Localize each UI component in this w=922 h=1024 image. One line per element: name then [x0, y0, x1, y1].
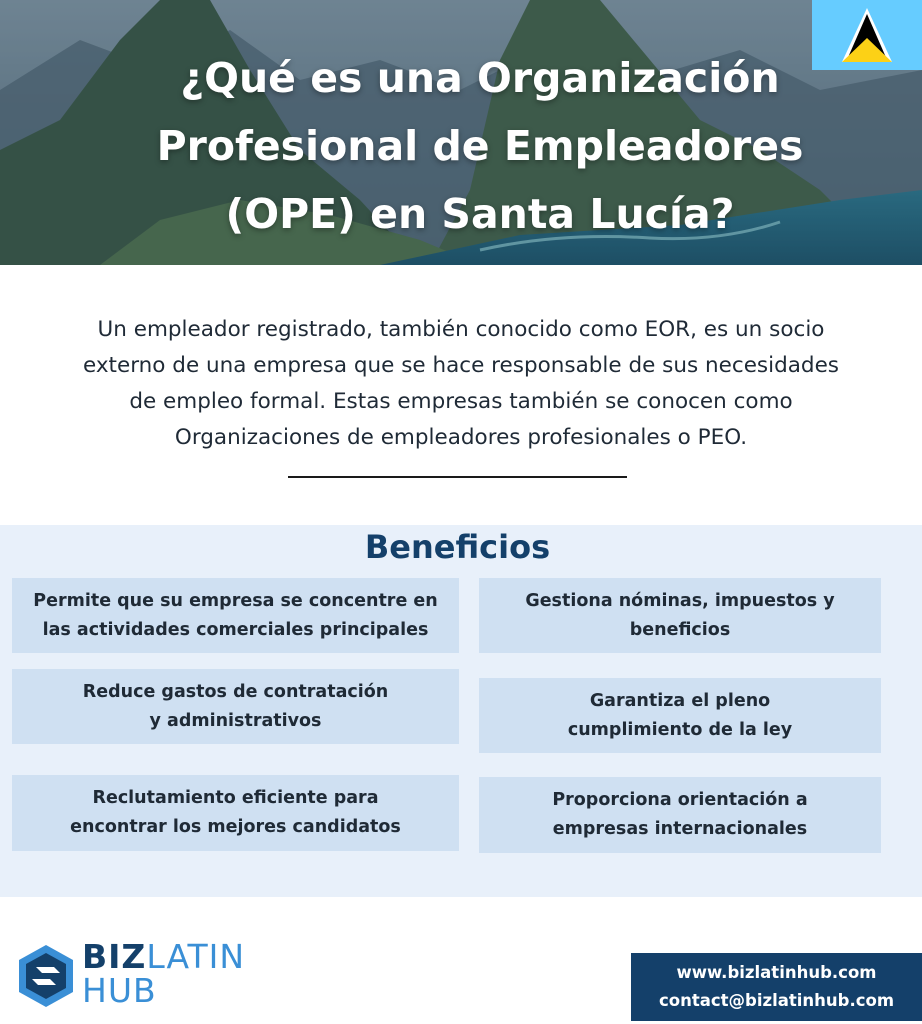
- logo-biz: BIZ: [82, 937, 147, 976]
- divider: [288, 476, 627, 478]
- logo-hub: HUB: [82, 971, 157, 1010]
- benefit-card-payroll: [479, 578, 881, 653]
- intro-line: Un empleador registrado, también conocido como EOR, es un socio: [97, 317, 825, 342]
- bizlatinhub-logo-icon: [16, 943, 76, 1009]
- benefit-text: y administrativos: [149, 710, 322, 731]
- benefit-text: Permite que su empresa se concentre en: [33, 590, 438, 611]
- bizlatinhub-logo[interactable]: [16, 937, 246, 1010]
- benefit-text: beneficios: [629, 619, 731, 640]
- benefit-text: encontrar los mejores candidatos: [70, 817, 401, 837]
- benefit-text: Gestiona nóminas, impuestos y: [525, 590, 835, 611]
- intro-line: Organizaciones de empleadores profesionales o PEO.: [174, 425, 748, 450]
- benefit-card-reduce-costs: [12, 669, 459, 744]
- benefit-text: las actividades comerciales principales: [42, 619, 429, 640]
- page-title: [90, 44, 870, 248]
- email-link[interactable]: contact@bizlatinhub.com: [658, 991, 895, 1010]
- benefit-card-focus-core: [12, 578, 459, 653]
- contact-box: [631, 953, 922, 1021]
- benefit-card-compliance: [479, 678, 881, 753]
- website-link[interactable]: www.bizlatinhub.com: [676, 963, 877, 982]
- benefit-text: Proporciona orientación a: [552, 790, 808, 810]
- benefits-heading: Beneficios: [364, 528, 551, 566]
- logo-latin: LATIN: [146, 937, 246, 976]
- intro-line: de empleo formal. Estas empresas también se conocen como: [129, 389, 793, 414]
- title-line: Profesional de Empleadores: [156, 122, 804, 170]
- logo-wordmark: [82, 937, 246, 1010]
- hero-banner: [0, 0, 922, 265]
- title-line: (OPE) en Santa Lucía?: [225, 190, 735, 238]
- benefit-card-guidance: [479, 777, 881, 853]
- intro-paragraph: [30, 312, 892, 456]
- benefit-text: Reduce gastos de contratación: [82, 681, 389, 702]
- benefit-card-recruitment: [12, 775, 459, 851]
- intro-line: externo de una empresa que se hace responsable de sus necesidades: [82, 353, 840, 378]
- title-line: ¿Qué es una Organización: [180, 54, 780, 102]
- benefit-text: cumplimiento de la ley: [567, 719, 793, 740]
- benefit-text: Reclutamiento eficiente para: [92, 788, 379, 808]
- benefit-text: empresas internacionales: [552, 819, 808, 839]
- benefit-text: Garantiza el pleno: [589, 690, 771, 711]
- saint-lucia-flag-icon: [812, 0, 922, 70]
